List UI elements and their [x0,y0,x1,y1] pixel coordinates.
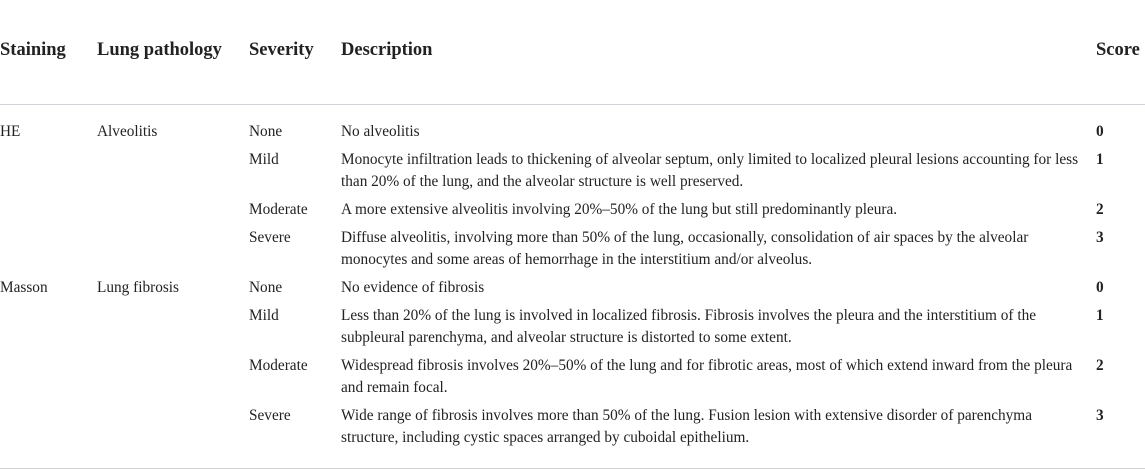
cell-lung-pathology [97,405,249,455]
header-score: Score [1096,0,1145,104]
table-row [0,405,1145,455]
header-lung-pathology: Lung pathology [97,0,249,104]
cell-description: Diffuse alveolitis, involving more than 50% of the lung, occasionally, consolidation of air spaces by the alveolar monocytes and some areas of hemorrhage in the interstitium and/or alveolus. [341,228,1029,268]
cell-staining [0,199,97,227]
cell-staining [0,227,97,277]
cell-severity: Mild [249,306,279,324]
cell-severity: Severe [249,228,291,246]
cell-description: Widespread fibrosis involves 20%–50% of the lung and for fibrotic areas, most of which extend inward from the pleura and remain focal. [341,356,1073,396]
cell-severity: None [249,278,283,296]
cell-description: Less than 20% of the lung is involved in localized fibrosis. Fibrosis involves the pleura and the interstitium of the subpleural parenchyma, and alveolar structure is distorted to some extent. [341,306,1037,346]
cell-description: Wide range of fibrosis involves more than 50% of the lung. Fusion lesion with extensive disorder of parenchyma structure, including cystic spaces arranged by cuboidal epithelium. [341,406,1032,446]
cell-score: 0 [1096,278,1104,296]
cell-score: 2 [1096,200,1104,218]
table-header [0,0,1145,104]
cell-lung-pathology [97,355,249,405]
table-row [0,305,1145,355]
cell-staining [0,305,97,355]
cell-description: Monocyte infiltration leads to thickening of alveolar septum, only limited to localized pleural lesions accounting for less than 20% of the lung, and the alveolar structure is well preserved. [341,150,1079,190]
cell-severity: None [249,122,283,140]
cell-staining: HE [0,122,21,140]
cell-severity: Moderate [249,200,308,218]
table-row [0,355,1145,405]
header-row [0,0,1145,104]
table-row [0,104,1145,149]
cell-score: 3 [1096,406,1104,424]
cell-score: 0 [1096,122,1104,140]
cell-lung-pathology [97,149,249,199]
table-bottom-rule [0,468,1145,469]
cell-score: 1 [1096,150,1104,168]
cell-severity: Moderate [249,356,308,374]
table-row [0,227,1145,277]
cell-score: 1 [1096,306,1104,324]
table-body [0,104,1145,455]
cell-severity: Severe [249,406,291,424]
header-severity: Severity [249,0,341,104]
cell-score: 2 [1096,356,1104,374]
cell-lung-pathology [97,199,249,227]
header-staining: Staining [0,0,97,104]
cell-lung-pathology [97,305,249,355]
table-row [0,199,1145,227]
cell-severity: Mild [249,150,279,168]
cell-staining [0,405,97,455]
cell-description: No evidence of fibrosis [341,278,485,296]
table-row [0,149,1145,199]
cell-staining [0,149,97,199]
cell-description: No alveolitis [341,122,420,140]
cell-lung-pathology: Lung fibrosis [97,278,180,296]
cell-staining: Masson [0,278,48,296]
table-row [0,277,1145,305]
cell-description: A more extensive alveolitis involving 20%–50% of the lung but still predominantly pleura. [341,200,898,218]
cell-score: 3 [1096,228,1104,246]
cell-lung-pathology: Alveolitis [97,122,158,140]
cell-lung-pathology [97,227,249,277]
cell-staining [0,355,97,405]
header-description: Description [341,0,1096,104]
